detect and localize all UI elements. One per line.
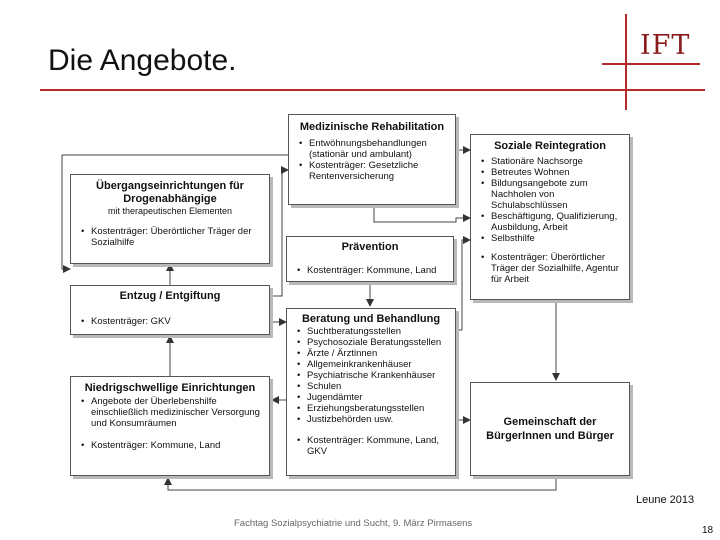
box-title: Gemeinschaft der BürgerInnen und Bürger xyxy=(486,416,614,442)
list-item: • Kostenträger: Gesetzliche Rentenversicherung xyxy=(295,160,449,182)
ift-logo: IFT xyxy=(640,30,691,61)
list-item: • Kostenträger: Kommune, Land xyxy=(77,440,263,451)
list-item: • Erziehungsberatungsstellen xyxy=(293,403,449,414)
list-item: • Suchtberatungsstellen xyxy=(293,326,449,337)
source-label: Leune 2013 xyxy=(636,494,695,506)
list-item: • Allgemeinkrankenhäuser xyxy=(293,359,449,370)
list-item: • Psychosoziale Beratungsstellen xyxy=(293,337,449,348)
box-subtitle: mit therapeutischen Elementen xyxy=(107,206,233,216)
box-title: Entzug / Entgiftung xyxy=(119,290,221,302)
list-item: • Kostenträger: Kommune, Land xyxy=(293,265,447,276)
list-item: • Justizbehörden usw. xyxy=(293,414,449,425)
arrow-beratung-to-reintegration xyxy=(456,240,470,330)
box-title: Beratung und Behandlung xyxy=(301,313,441,325)
list-item: • Jugendämter xyxy=(293,392,449,403)
list-item: • Schulen xyxy=(293,381,449,392)
box-entzug-entgiftung xyxy=(70,285,270,335)
box-soziale-reintegration xyxy=(470,134,630,300)
list-item: • Beschäftigung, Qualifizierung, Ausbildung, Arbeit xyxy=(477,211,623,233)
arrow-bottom-loop xyxy=(168,476,556,490)
list-item: • Ärzte / Ärztinnen xyxy=(293,348,449,359)
arrow-medreha-down xyxy=(374,205,470,222)
box-uebergangseinrichtungen xyxy=(70,174,270,264)
box-title: Soziale Reintegration xyxy=(494,140,606,152)
list-item: • Stationäre Nachsorge xyxy=(477,156,623,167)
box-niedrigschwellige-einrichtungen xyxy=(70,376,270,476)
list-item: • Kostenträger: Überörtlicher Träger der Sozialhilfe, Agentur für Arbeit xyxy=(477,252,623,285)
box-beratung-und-behandlung xyxy=(286,308,456,476)
list-item: • Kostenträger: Überörtlicher Träger der Sozialhilfe xyxy=(77,226,263,248)
footer-text: Fachtag Sozialpsychiatrie und Sucht, 9. März Pirmasens xyxy=(234,518,473,529)
box-medizinische-rehabilitation xyxy=(288,114,456,205)
box-title: Medizinische Rehabilitation xyxy=(299,121,445,133)
box-gemeinschaft xyxy=(470,382,630,476)
box-title: Niedrigschwellige Einrichtungen xyxy=(84,382,256,394)
slide-title: Die Angebote. xyxy=(48,44,237,77)
box-praevention xyxy=(286,236,454,282)
list-item: • Kostenträger: GKV xyxy=(77,316,263,327)
list-item: • Betreutes Wohnen xyxy=(477,167,623,178)
list-item: • Psychiatrische Krankenhäuser xyxy=(293,370,449,381)
page-number: 18 xyxy=(702,525,714,536)
box-title: Übergangseinrichtungen für Drogenabhängige xyxy=(96,180,244,205)
list-item: • Kostenträger: Kommune, Land, GKV xyxy=(293,435,449,457)
list-item: • Angebote der Überlebenshilfe einschließlich medizinischer Versorgung und Konsumräumen xyxy=(77,396,263,429)
list-item: • Entwöhnungsbehandlungen (stationär und ambulant) xyxy=(295,138,449,160)
box-title: Prävention xyxy=(341,241,399,253)
list-item: • Selbsthilfe xyxy=(477,233,623,244)
list-item: • Bildungsangebote zum Nachholen von Schulabschlüssen xyxy=(477,178,623,211)
